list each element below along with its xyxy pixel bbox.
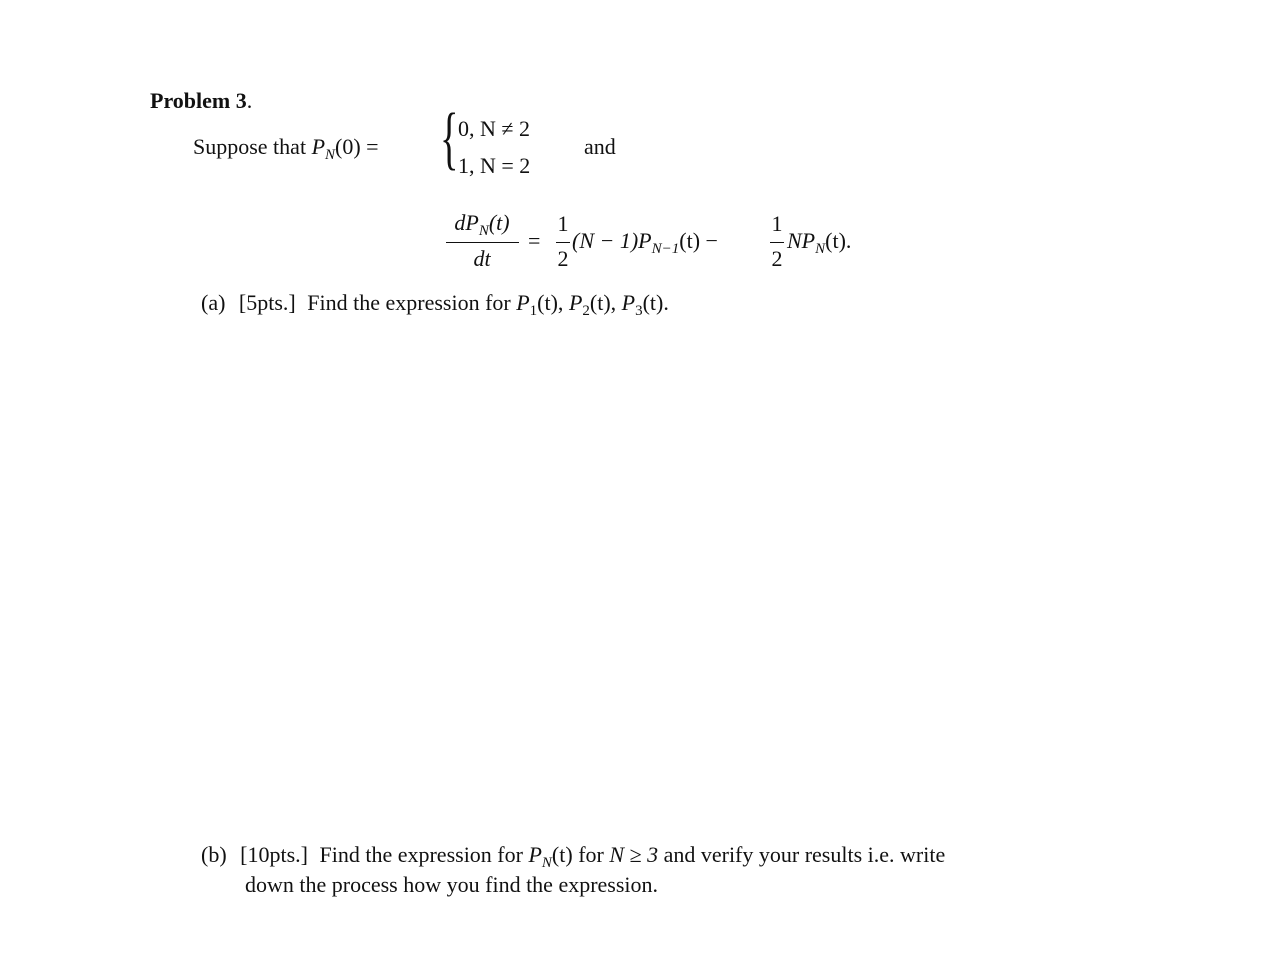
p3-symbol: P [621, 290, 636, 315]
part-b-text-b: for [578, 842, 604, 867]
p-subscript: N [325, 147, 336, 163]
half2-numerator: 1 [771, 211, 783, 236]
part-a-points: [5pts.] [238, 290, 296, 315]
p1-sub: 1 [529, 303, 538, 319]
part-b-condition: N ≥ 3 [609, 842, 659, 867]
p-argument: (0) = [335, 134, 379, 159]
p2-sub: 2 [582, 303, 590, 319]
ode-equals: = [528, 228, 541, 253]
lhs-num-main: dP [454, 210, 479, 235]
half-denominator: 2 [557, 246, 569, 271]
lhs-num-tail: (t) [488, 210, 510, 235]
part-b-line2: down the process how you find the expression. [245, 872, 659, 897]
term1-main: (N − 1)P [572, 228, 652, 253]
problem-title-bold: Problem 3 [150, 88, 247, 113]
p1-tail: (t), [537, 290, 564, 315]
pn-sub: N [541, 855, 552, 871]
part-a-text: Find the expression for [307, 290, 511, 315]
part-b-label: (b) [201, 842, 227, 867]
term1-tail: (t) − [679, 228, 718, 253]
term1-sub: N−1 [651, 241, 680, 257]
intro-text [193, 134, 379, 163]
problem-title [150, 88, 252, 114]
p1-symbol: P [516, 290, 530, 315]
part-b-points: [10pts.] [240, 842, 308, 867]
lhs-denominator: dt [473, 246, 491, 271]
part-b-line1 [201, 842, 946, 871]
part-b-text-a: Find the expression for [319, 842, 523, 867]
half-fraction-bar [556, 242, 570, 243]
pn-tail: (t) [551, 842, 573, 867]
term2-main: NP [787, 228, 816, 253]
half-numerator: 1 [557, 211, 569, 236]
case-1: 0, N ≠ 2 [458, 116, 530, 141]
pn-symbol: P [528, 842, 542, 867]
p3-tail: (t). [642, 290, 669, 315]
part-a [201, 290, 669, 319]
case-2: 1, N = 2 [458, 153, 531, 178]
part-a-label: (a) [201, 290, 226, 315]
lhs-fraction-bar [446, 242, 519, 243]
lhs-numerator [444, 210, 520, 239]
suppose-text: Suppose that [193, 134, 307, 159]
term2-sub: N [815, 241, 826, 257]
lhs-num-sub: N [478, 223, 489, 239]
ode-term1 [572, 228, 718, 257]
term2-tail: (t). [825, 228, 852, 253]
part-b-text-c: and verify your results i.e. write [663, 842, 946, 867]
problem-title-dot: . [246, 88, 253, 113]
half2-fraction-bar [770, 242, 784, 243]
p-symbol: P [311, 134, 326, 159]
left-brace: { [440, 100, 459, 177]
and-text: and [584, 134, 616, 159]
p3-sub: 3 [635, 303, 643, 319]
ode-term2 [787, 228, 852, 257]
p2-tail: (t), [589, 290, 617, 315]
p2-symbol: P [568, 290, 583, 315]
half2-denominator: 2 [771, 246, 783, 271]
